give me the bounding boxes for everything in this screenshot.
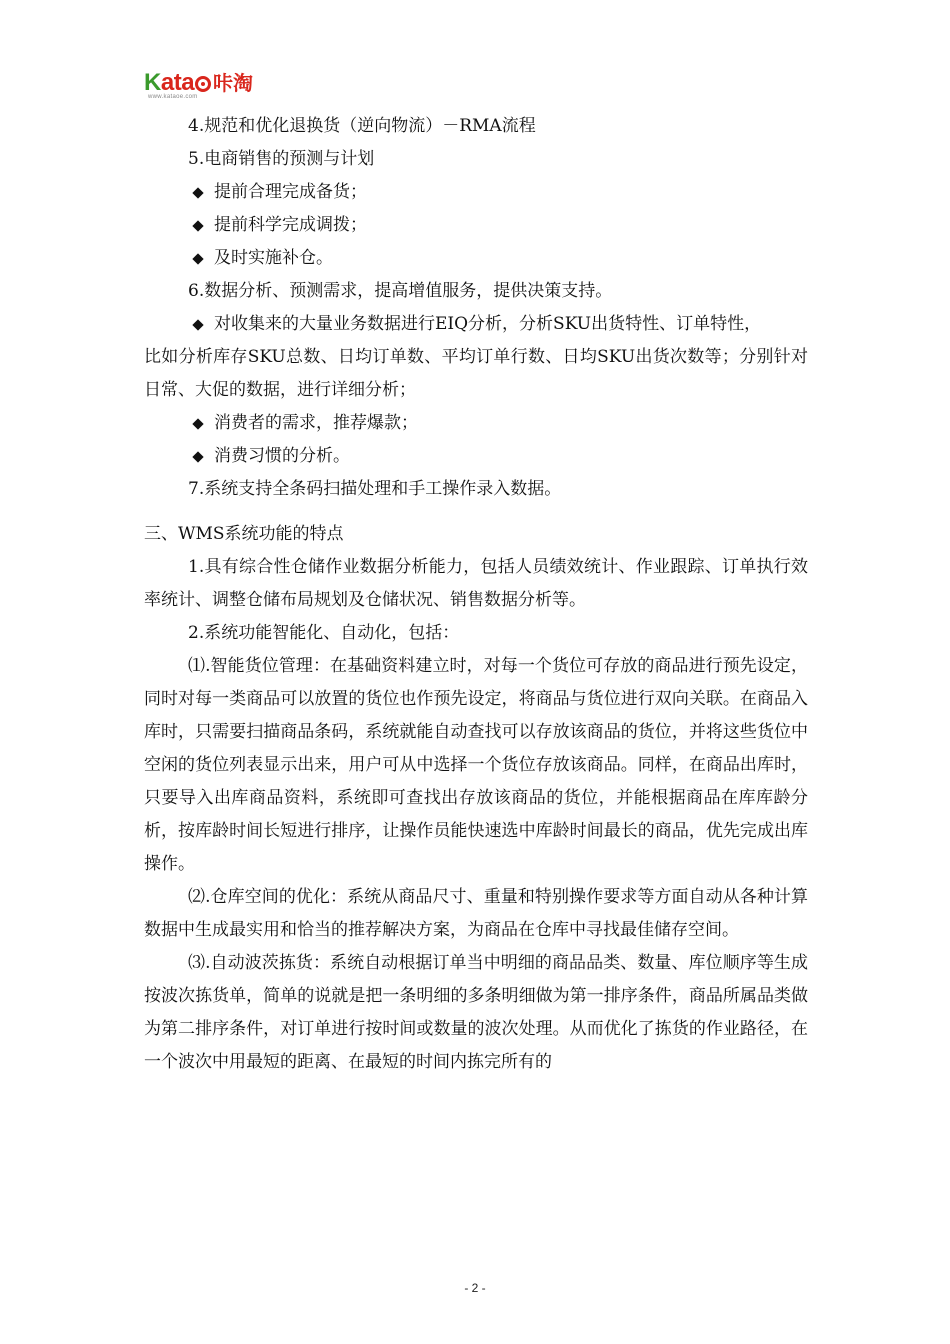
bullet-item: 及时实施补仓。: [144, 242, 808, 275]
page-number: - 2 -: [464, 1281, 486, 1295]
bullet-item: 提前合理完成备货；: [144, 176, 808, 209]
logo-wordmark: Kata: [144, 69, 195, 96]
bullet-item-long: 对收集来的大量业务数据进行EIQ分析，分析SKU出货特性、订单特性， 比如分析库存SKU总数、日均订单数、平均订单行数、日均SKU出货次数等；分别针对日常、大促的数据，进行详细分析；: [144, 314, 808, 400]
item-6: 6.数据分析、预测需求，提高增值服务，提供决策支持。: [188, 281, 613, 301]
feature-2-2: ⑵.仓库空间的优化：系统从商品尺寸、重量和特别操作要求等方面自动从各种计算数据中生成最实用和恰当的推荐解决方案，为商品在仓库中寻找最佳储存空间。: [144, 887, 808, 940]
feature-2: 2.系统功能智能化、自动化，包括：: [188, 623, 460, 643]
logo-url: www.kataoe.com: [148, 94, 198, 100]
item-4: 4.规范和优化退换货（逆向物流）－RMA流程: [188, 116, 536, 136]
diamond-bullet-icon: [192, 319, 203, 330]
logo-chinese: 咔淘: [213, 71, 254, 95]
feature-2-3: ⑶.自动波茨拣货：系统自动根据订单当中明细的商品品类、数量、库位顺序等生成按波次拣货单，简单的说就是把一条明细的多条明细做为第一排序条件，商品所属品类做为第二排序条件，对订单进行按时间或数量的波次处理。从而优化了拣货的作业路径，在一个波次中用最短的距离、在最短的时间内拣完所有的: [144, 953, 808, 1072]
item-7: 7.系统支持全条码扫描处理和手工操作录入数据。: [188, 479, 562, 499]
bullet-item: 消费者的需求，推荐爆款；: [144, 407, 808, 440]
logo-ring-icon: [195, 76, 211, 92]
document-body: [144, 110, 808, 1079]
bullet-item: 消费习惯的分析。: [144, 440, 808, 473]
bullet-item: 提前科学完成调拨；: [144, 209, 808, 242]
feature-2-1: ⑴.智能货位管理：在基础资料建立时，对每一个货位可存放的商品进行预先设定，同时对每一类商品可以放置的货位也作预先设定，将商品与货位进行双向关联。在商品入库时，只需要扫描商品条码，系统就能自动查找可以存放该商品的货位，并将这些货位中空闲的货位列表显示出来，用户可从中选择一个货位存放该商品。同样，在商品出库时，只要导入出库商品资料，系统即可查找出存放该商品的货位，并能根据商品在库库龄分析，按库龄时间长短进行排序，让操作员能快速选中库龄时间最长的商品，优先完成出库操作。: [144, 656, 808, 874]
item-5: 5.电商销售的预测与计划: [188, 149, 375, 169]
section-heading: 三、WMS系统功能的特点: [144, 524, 344, 544]
kata-logo: [144, 71, 253, 101]
feature-1: 1.具有综合性仓储作业数据分析能力，包括人员绩效统计、作业跟踪、订单执行效率统计、调整仓储布局规划及仓储状况、销售数据分析等。: [144, 557, 808, 610]
